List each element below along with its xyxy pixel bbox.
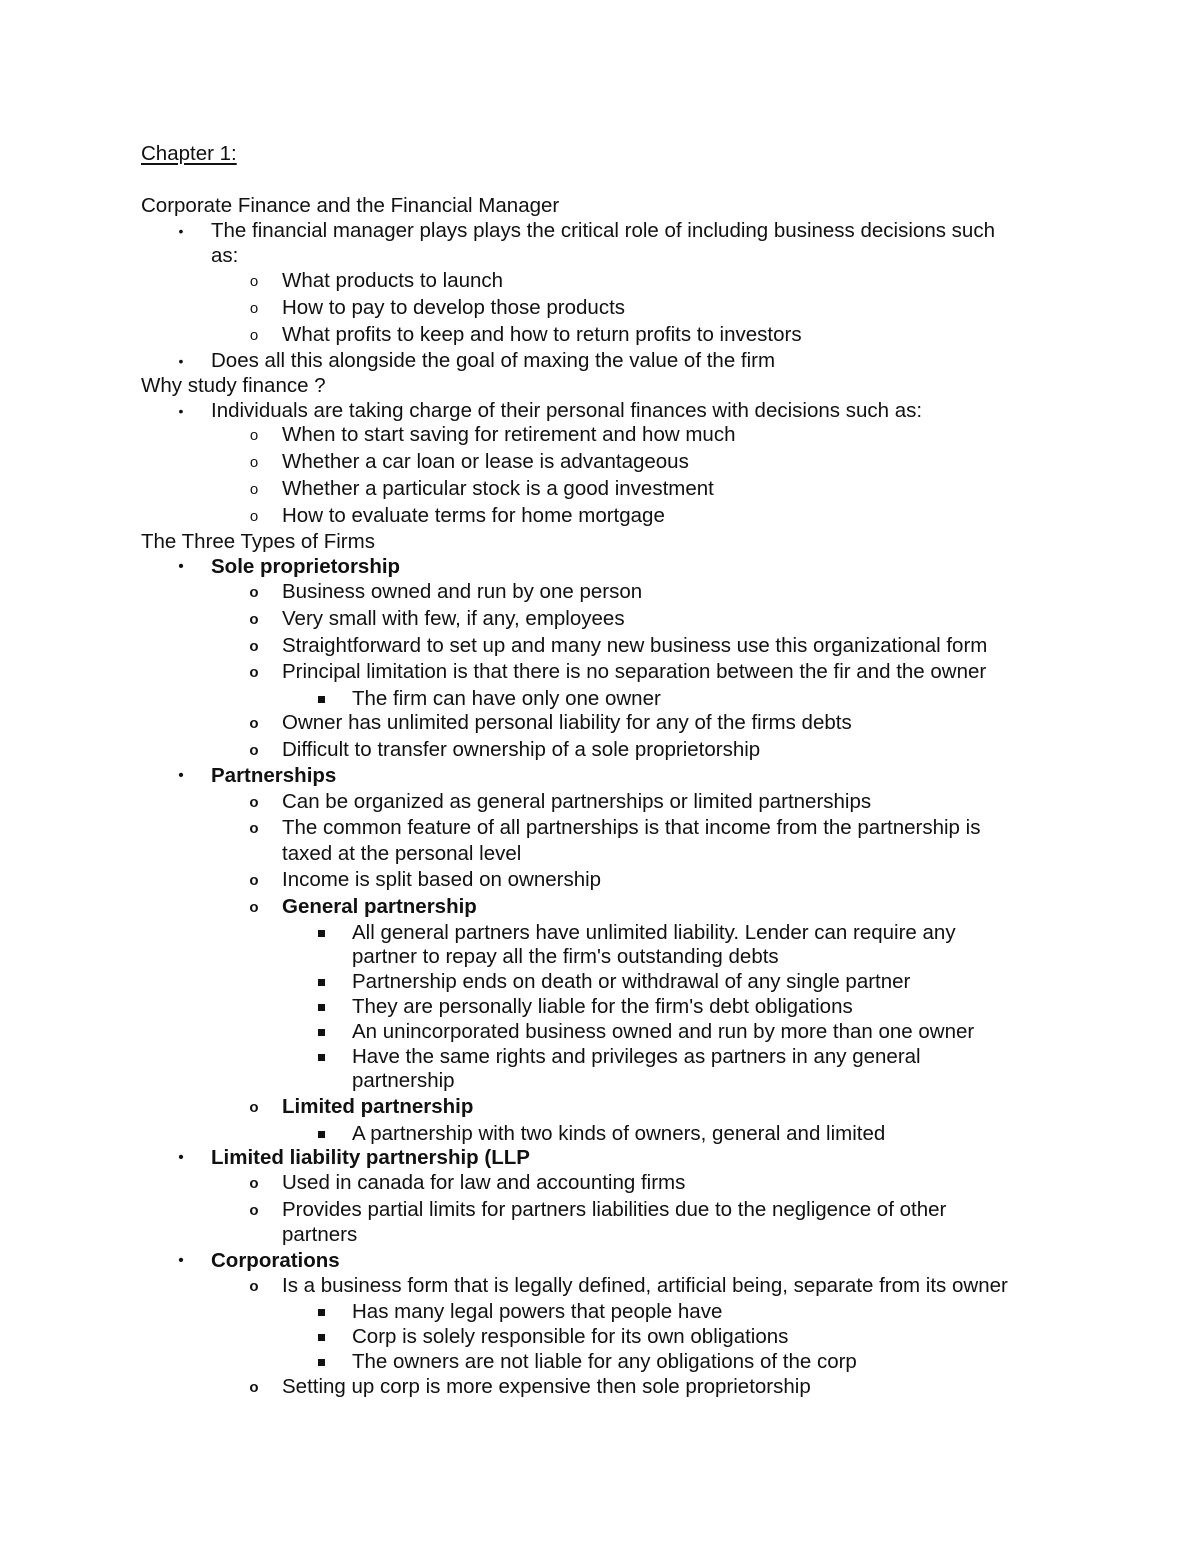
- bullet-marker: •: [178, 403, 184, 419]
- square-marker-icon: [318, 1359, 325, 1366]
- circle-marker: o: [249, 638, 259, 655]
- circle-marker: o: [249, 327, 259, 344]
- list-item: [0, 1094, 1200, 1120]
- bullet-marker: •: [178, 767, 184, 784]
- list-item: [0, 1299, 1200, 1325]
- list-item: [0, 1349, 1200, 1375]
- list-item-text: partner to repay all the firm's outstanding debts: [352, 945, 779, 968]
- list-item-text: The firm can have only one owner: [352, 687, 661, 710]
- list-item-text: All general partners have unlimited liability. Lender can require any: [352, 921, 956, 944]
- bullet-marker: •: [178, 353, 184, 369]
- list-item-text: Limited liability partnership (LLP: [211, 1146, 530, 1169]
- list-item: [0, 894, 1200, 920]
- list-item: [0, 969, 1200, 995]
- list-item: [0, 944, 1200, 970]
- square-marker-icon: [318, 1334, 325, 1341]
- list-item: [0, 1068, 1200, 1094]
- section-heading: The Three Types of Firms: [141, 530, 375, 553]
- list-item-text: An unincorporated business owned and run by more than one owner: [352, 1020, 975, 1043]
- list-item-text: How to pay to develop those products: [282, 296, 626, 319]
- list-item: [0, 322, 1200, 348]
- list-item: [0, 1121, 1200, 1147]
- list-item-text: taxed at the personal level: [282, 842, 522, 865]
- list-item: [0, 841, 1200, 867]
- circle-marker: o: [249, 715, 259, 732]
- list-item: [0, 1044, 1200, 1070]
- list-item: [0, 243, 1200, 269]
- list-item-text: Whether a particular stock is a good investment: [282, 477, 714, 500]
- square-marker-icon: [318, 1054, 325, 1061]
- square-marker-icon: [318, 930, 325, 937]
- section-heading-line: [0, 193, 1200, 219]
- circle-marker: o: [249, 742, 259, 759]
- list-item-text: Straightforward to set up and many new business use this organizational form: [282, 634, 988, 657]
- list-item-text: Corp is solely responsible for its own obligations: [352, 1325, 789, 1348]
- list-item: [0, 398, 1200, 424]
- list-item-text: Does all this alongside the goal of maxing the value of the firm: [211, 349, 776, 372]
- list-item: [0, 867, 1200, 893]
- list-item-text: A partnership with two kinds of owners, general and limited: [352, 1122, 886, 1145]
- square-marker-icon: [318, 1029, 325, 1036]
- list-item: [0, 503, 1200, 529]
- list-item-text: What profits to keep and how to return profits to investors: [282, 323, 802, 346]
- bullet-marker: •: [178, 558, 184, 575]
- list-item: [0, 449, 1200, 475]
- list-item-text: Limited partnership: [282, 1095, 474, 1118]
- list-item-text: Has many legal powers that people have: [352, 1300, 723, 1323]
- circle-marker: o: [249, 794, 259, 811]
- list-item-text: Used in canada for law and accounting firms: [282, 1171, 686, 1194]
- list-item-text: partners: [282, 1223, 358, 1246]
- square-marker-icon: [318, 1309, 325, 1316]
- list-item: [0, 1324, 1200, 1350]
- bullet-marker: •: [178, 1252, 184, 1269]
- list-item: [0, 1222, 1200, 1248]
- list-item: [0, 659, 1200, 685]
- list-item: [0, 606, 1200, 632]
- list-item: [0, 1170, 1200, 1196]
- list-item: [0, 920, 1200, 946]
- list-item-text: Owner has unlimited personal liability for any of the firms debts: [282, 711, 852, 734]
- circle-marker: o: [249, 454, 259, 471]
- square-marker-icon: [318, 696, 325, 703]
- list-item-text: Provides partial limits for partners liabilities due to the negligence of other: [282, 1198, 947, 1221]
- list-item: [0, 268, 1200, 294]
- circle-marker: o: [249, 1379, 259, 1396]
- list-item: [0, 1273, 1200, 1299]
- list-item: [0, 1145, 1200, 1171]
- list-item: [0, 579, 1200, 605]
- list-item: [0, 737, 1200, 763]
- chapter-title: Chapter 1:: [141, 142, 237, 165]
- chapter-heading-line: [0, 141, 1200, 167]
- list-item: [0, 348, 1200, 374]
- square-marker-icon: [318, 979, 325, 986]
- list-item-text: Principal limitation is that there is no separation between the fir and the owner: [282, 660, 987, 683]
- list-item: [0, 686, 1200, 712]
- list-item: [0, 789, 1200, 815]
- list-item: [0, 633, 1200, 659]
- bullet-marker: •: [178, 1149, 184, 1166]
- list-item-text: When to start saving for retirement and how much: [282, 423, 736, 446]
- list-item-text: Sole proprietorship: [211, 555, 401, 578]
- list-item-text: Income is split based on ownership: [282, 868, 602, 891]
- list-item: [0, 763, 1200, 789]
- list-item-text: Very small with few, if any, employees: [282, 607, 625, 630]
- circle-marker: o: [249, 820, 259, 837]
- list-item-text: Partnerships: [211, 764, 337, 787]
- list-item-text: Individuals are taking charge of their personal finances with decisions such as:: [211, 399, 923, 422]
- list-item: [0, 710, 1200, 736]
- list-item-text: They are personally liable for the firm's debt obligations: [352, 995, 853, 1018]
- circle-marker: o: [249, 872, 259, 889]
- list-item-text: Corporations: [211, 1249, 340, 1272]
- section-heading: Corporate Finance and the Financial Manager: [141, 194, 560, 217]
- circle-marker: o: [249, 273, 259, 290]
- list-item: [0, 476, 1200, 502]
- square-marker-icon: [318, 1004, 325, 1011]
- list-item-text: General partnership: [282, 895, 477, 918]
- list-item-text: Difficult to transfer ownership of a sole proprietorship: [282, 738, 761, 761]
- circle-marker: o: [249, 1202, 259, 1219]
- list-item-text: as:: [211, 244, 239, 267]
- list-item: [0, 815, 1200, 841]
- list-item: [0, 1248, 1200, 1274]
- list-item: [0, 554, 1200, 580]
- circle-marker: o: [249, 611, 259, 628]
- list-item: [0, 1374, 1200, 1400]
- list-item: [0, 295, 1200, 321]
- circle-marker: o: [249, 300, 259, 317]
- list-item-text: Setting up corp is more expensive then sole proprietorship: [282, 1375, 811, 1398]
- list-item-text: Can be organized as general partnerships or limited partnerships: [282, 790, 872, 813]
- list-item-text: How to evaluate terms for home mortgage: [282, 504, 665, 527]
- list-item-text: Business owned and run by one person: [282, 580, 643, 603]
- circle-marker: o: [249, 584, 259, 601]
- list-item-text: Have the same rights and privileges as partners in any general: [352, 1045, 921, 1068]
- list-item-text: Whether a car loan or lease is advantageous: [282, 450, 689, 473]
- circle-marker: o: [249, 508, 259, 525]
- circle-marker: o: [249, 1278, 259, 1295]
- list-item-text: partnership: [352, 1069, 455, 1092]
- list-item: [0, 218, 1200, 244]
- list-item: [0, 994, 1200, 1020]
- section-heading: Why study finance ?: [141, 374, 326, 397]
- bullet-marker: •: [178, 223, 184, 239]
- list-item: [0, 422, 1200, 448]
- list-item-text: Partnership ends on death or withdrawal of any single partner: [352, 970, 911, 993]
- list-item: [0, 1197, 1200, 1223]
- circle-marker: o: [249, 1175, 259, 1192]
- list-item-text: The common feature of all partnerships is that income from the partnership is: [282, 816, 981, 839]
- square-marker-icon: [318, 1131, 325, 1138]
- list-item-text: What products to launch: [282, 269, 504, 292]
- circle-marker: o: [249, 899, 259, 916]
- circle-marker: o: [249, 1099, 259, 1116]
- list-item-text: The financial manager plays plays the critical role of including business decisions such: [211, 219, 995, 242]
- list-item: [0, 1019, 1200, 1045]
- section-heading-line: [0, 529, 1200, 555]
- list-item-text: The owners are not liable for any obligations of the corp: [352, 1350, 857, 1373]
- circle-marker: o: [249, 427, 259, 444]
- list-item-text: Is a business form that is legally defined, artificial being, separate from its owner: [282, 1274, 1008, 1297]
- section-heading-line: [0, 373, 1200, 399]
- circle-marker: o: [249, 664, 259, 681]
- circle-marker: o: [249, 481, 259, 498]
